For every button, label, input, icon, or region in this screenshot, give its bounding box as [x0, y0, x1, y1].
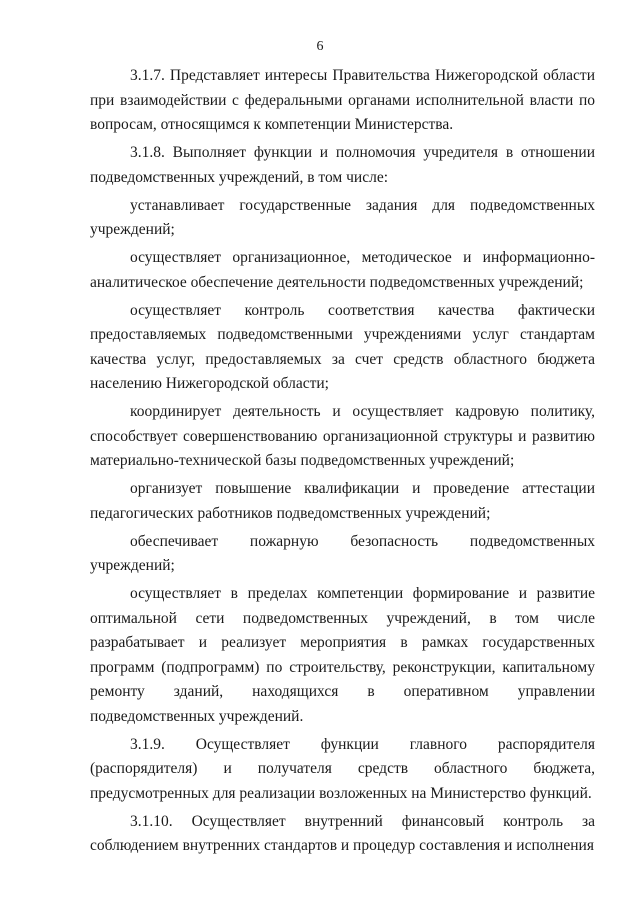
- list-item-quality-control: осуществляет контроль соответствия качества фактически предоставляемых подведомственными учреждениями услуг стандартам качества услуг, предоставляемых за счет средств областного бюджета населению Нижегородской области;: [90, 301, 595, 392]
- list-item-state-tasks: устанавливает государственные задания для подведомственных учреждений;: [90, 196, 595, 238]
- list-item-organizational-support: осуществляет организационное, методическое и информационно-аналитическое обеспечение деятельности подведомственных учреждений;: [90, 249, 595, 291]
- paragraph-3-1-8: 3.1.8. Выполняет функции и полномочия учредителя в отношении подведомственных учреждений, в том числе:: [90, 144, 595, 186]
- list-item-fire-safety: обеспечивает пожарную безопасность подведомственных учреждений;: [90, 532, 595, 574]
- list-item-qualification: организует повышение квалификации и проведение аттестации педагогических работников подведомственных учреждений;: [90, 480, 595, 522]
- paragraph-3-1-10: 3.1.10. Осуществляет внутренний финансовый контроль за соблюдением внутренних стандартов и процедур составления и исполнения: [90, 812, 595, 854]
- list-item-personnel-policy: координирует деятельность и осуществляет кадровую политику, способствует совершенствованию организационной структуры и развитию материально-технической базы подведомственных учреждений;: [90, 403, 595, 469]
- list-item-network-development: осуществляет в пределах компетенции формирование и развитие оптимальной сети подведомственных учреждений, в том числе разрабатывает и реализует мероприятия в рамках государственных программ (подпрограмм) по строительству, реконструкции, капитальному ремонту зданий, находящихся в оперативном управлении подведомственных учреждений.: [90, 585, 595, 725]
- paragraph-3-1-7: 3.1.7. Представляет интересы Правительства Нижегородской области при взаимодействии с федеральными органами исполнительной власти по вопросам, относящимся к компетенции Министерства.: [90, 67, 595, 133]
- document-body: [90, 64, 595, 862]
- page-number: 6: [316, 39, 324, 54]
- paragraph-3-1-9: 3.1.9. Осуществляет функции главного распорядителя (распорядителя) и получателя средств областного бюджета, предусмотренных для реализации возложенных на Министерство функций.: [90, 735, 595, 802]
